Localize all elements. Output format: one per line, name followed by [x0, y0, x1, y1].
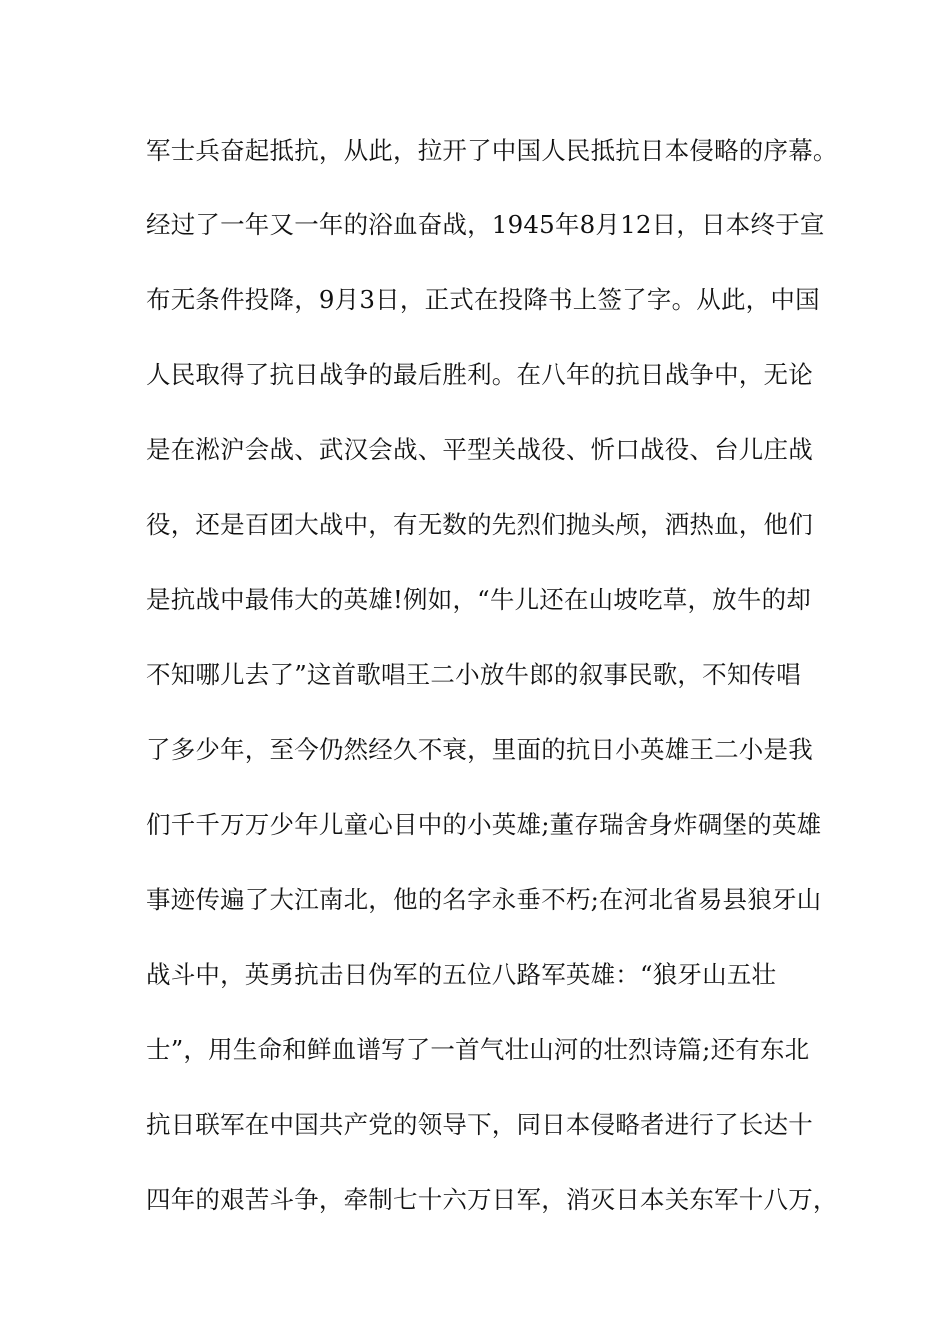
paragraph-line: 是抗战中最伟大的英雄!例如，“牛儿还在山坡吃草，放牛的却 — [146, 585, 811, 614]
paragraph-line: 布无条件投降，9月3日，正式在投降书上签了字。从此，中国 — [146, 285, 820, 314]
paragraph-line: 人民取得了抗日战争的最后胜利。在八年的抗日战争中，无论 — [146, 360, 813, 389]
paragraph-line: 抗日联军在中国共产党的领导下，同日本侵略者进行了长达十 — [146, 1110, 813, 1139]
paragraph-line: 战斗中，英勇抗击日伪军的五位八路军英雄：“狼牙山五壮 — [146, 960, 777, 989]
paragraph-line: 役，还是百团大战中，有无数的先烈们抛头颅，洒热血，他们 — [146, 510, 813, 539]
paragraph-line: 了多少年，至今仍然经久不衰，里面的抗日小英雄王二小是我 — [146, 735, 813, 764]
paragraph-line: 是在淞沪会战、武汉会战、平型关战役、忻口战役、台儿庄战 — [146, 435, 813, 464]
paragraph-line: 不知哪儿去了”这首歌唱王二小放牛郎的叙事民歌，不知传唱 — [146, 660, 801, 689]
paragraph-line: 士”，用生命和鲜血谱写了一首气壮山河的壮烈诗篇;还有东北 — [146, 1035, 810, 1064]
paragraph-line: 们千千万万少年儿童心目中的小英雄;董存瑞舍身炸碉堡的英雄 — [146, 810, 822, 839]
paragraph-line: 事迹传遍了大江南北，他的名字永垂不朽;在河北省易县狼牙山 — [146, 885, 822, 914]
paragraph-line: 军士兵奋起抵抗，从此，拉开了中国人民抵抗日本侵略的序幕。 — [146, 136, 838, 165]
paragraph-line: 经过了一年又一年的浴血奋战，1945年8月12日，日本终于宣 — [146, 210, 825, 239]
paragraph-line: 四年的艰苦斗争，牵制七十六万日军，消灭日本关东军十八万， — [146, 1185, 838, 1214]
